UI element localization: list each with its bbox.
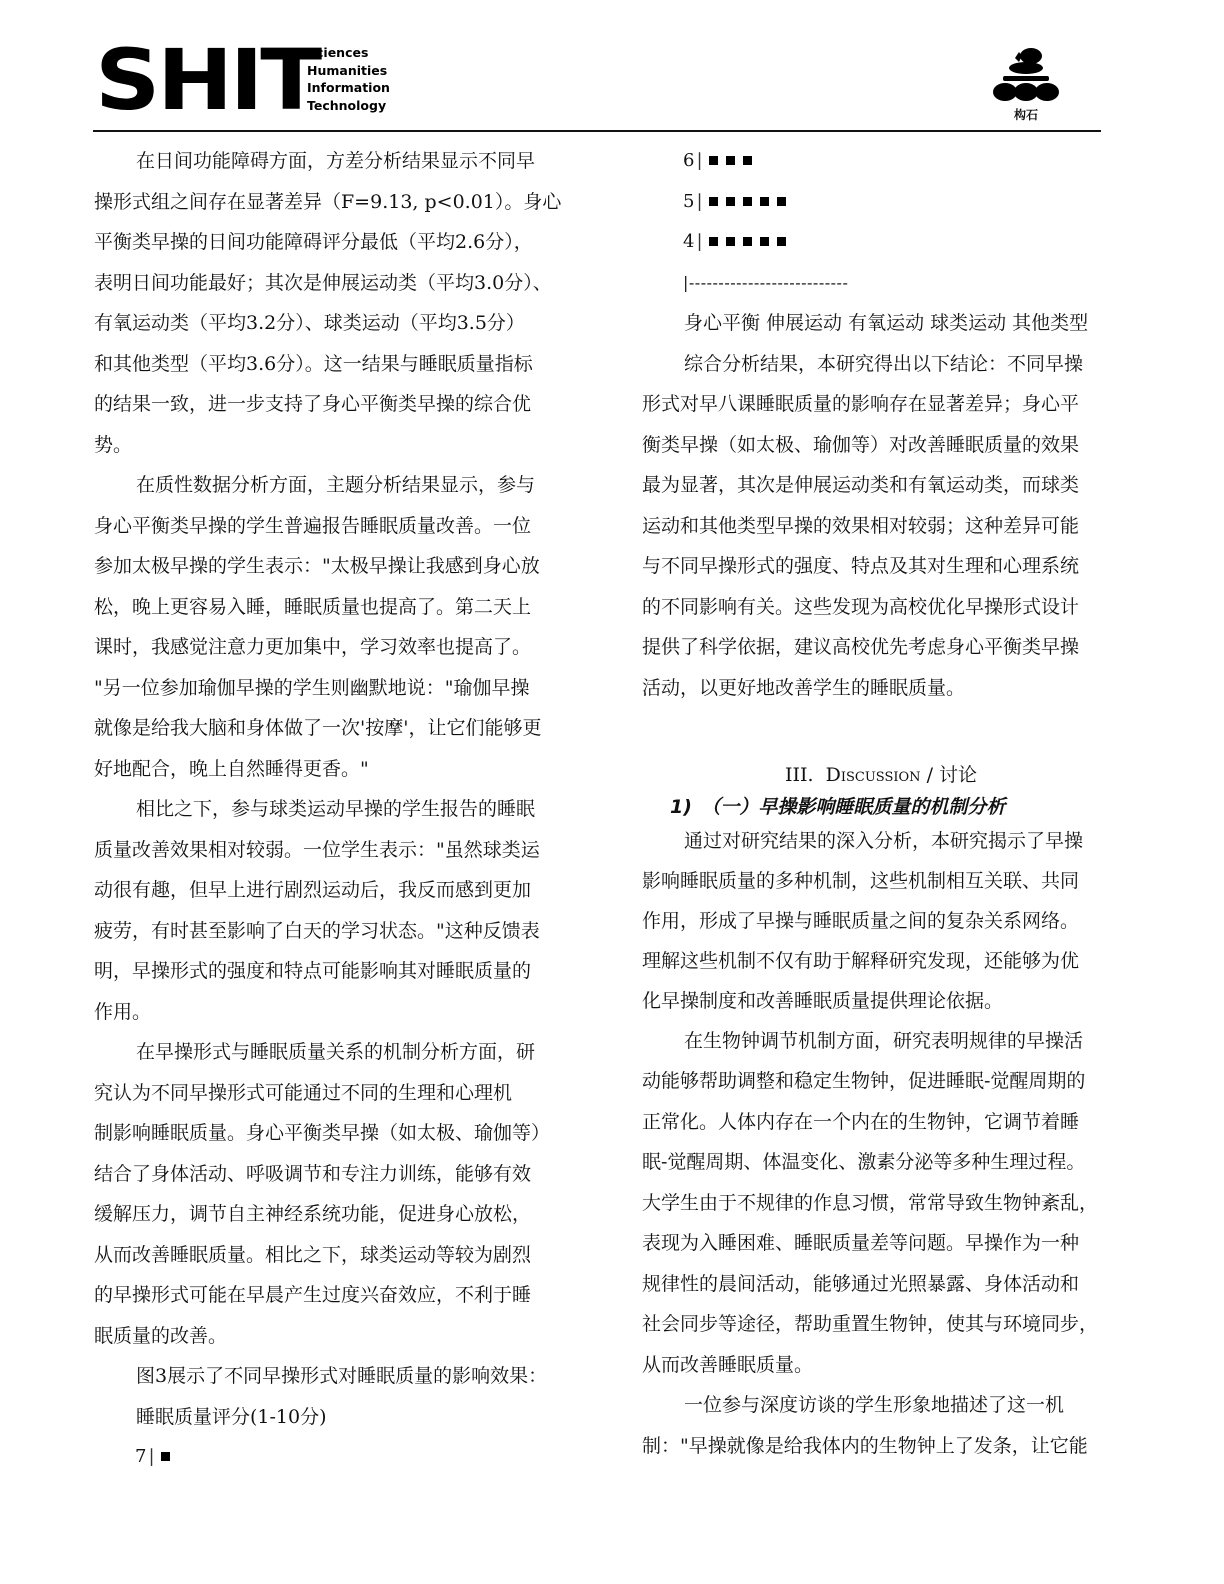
text-line: 制："早操就像是给我体内的生物钟上了发条，让它能 xyxy=(642,1434,1088,1457)
chart-x-axis: |--------------------------- xyxy=(683,272,849,292)
paragraph xyxy=(642,821,1120,1021)
text-line: 影响睡眠质量的多种机制，这些机制相互关联、共同 xyxy=(642,869,1080,892)
chart-axis-separator: | xyxy=(696,150,703,171)
chart-axis-separator: | xyxy=(696,231,703,252)
logo-word: Humanities xyxy=(307,62,388,78)
text-line: 通过对研究结果的深入分析，本研究揭示了早操 xyxy=(684,829,1084,852)
text-line: 参加太极早操的学生表示："太极早操让我感到身心放 xyxy=(94,555,540,577)
chart-marker xyxy=(161,1452,170,1461)
text-line: 表现为入睡困难、睡眠质量差等问题。早操作为一种 xyxy=(642,1232,1080,1254)
paragraph xyxy=(642,1021,1120,1386)
spacer xyxy=(642,708,1120,749)
text-line: 眠-觉醒周期、体温变化、激素分泌等多种生理过程。 xyxy=(642,1151,1086,1173)
text-line: 规律性的晨间活动，能够通过光照暴露、身体活动和 xyxy=(642,1272,1080,1295)
text-line: 的早操形式可能在早晨产生过度兴奋效应，不利于睡 xyxy=(94,1284,532,1306)
text-line: 形式对早八课睡眠质量的影响存在显著差异；身心平 xyxy=(642,393,1080,415)
text-line: 质量改善效果相对较弱。一位学生表示："虽然球类运 xyxy=(94,838,540,861)
logo-word: Sciences xyxy=(307,45,369,60)
text-line: 松，晚上更容易入睡，睡眠质量也提高了。第二天上 xyxy=(94,595,532,618)
chart-category-labels: 身心平衡 伸展运动 有氧运动 球类运动 其他类型 xyxy=(684,312,1089,334)
page-header xyxy=(93,31,1101,132)
text-line: 在生物钟调节机制方面，研究表明规律的早操活 xyxy=(684,1029,1084,1052)
text-line: 化早操制度和改善睡眠质量提供理论依据。 xyxy=(642,989,1004,1012)
text-line: 身心平衡类早操的学生普遍报告睡眠质量改善。一位 xyxy=(94,514,532,537)
section-title-suffix: / 讨论 xyxy=(920,763,978,786)
chart-marker xyxy=(709,197,718,206)
text-line: 在早操形式与睡眠质量关系的机制分析方面，研 xyxy=(136,1041,536,1063)
text-line: 与不同早操形式的强度、特点及其对生理和心理系统 xyxy=(642,555,1080,577)
chart-marker xyxy=(743,197,752,206)
journal-logo: SHIT xyxy=(95,31,319,129)
text-line: 正常化。人体内存在一个内在的生物钟，它调节着睡 xyxy=(642,1110,1080,1133)
text-line: 作用。 xyxy=(94,1000,152,1023)
section-heading xyxy=(642,757,1120,793)
text-line: 表明日间功能最好；其次是伸展运动类（平均3.0分）、 xyxy=(94,271,552,294)
text-line: 眠质量的改善。 xyxy=(94,1324,228,1347)
figure-intro: 图3展示了不同早操形式对睡眠质量的影响效果： xyxy=(136,1365,548,1387)
chart-marker xyxy=(726,197,735,206)
text-line: 理解这些机制不仅有助于解释研究发现，还能够为优 xyxy=(642,949,1080,972)
text-line: 在日间功能障碍方面，方差分析结果显示不同早 xyxy=(136,150,536,172)
logo-word: Technology xyxy=(307,97,387,113)
chart-marker xyxy=(743,156,752,165)
paragraph xyxy=(94,1032,572,1356)
text-line: 制影响睡眠质量。身心平衡类早操（如太极、瑜伽等） xyxy=(94,1122,551,1144)
chart-marker xyxy=(743,237,752,246)
chart-marker xyxy=(726,237,735,246)
text-line: 就像是给我大脑和身体做了一次'按摩'，让它们能够更 xyxy=(94,717,542,739)
text-line: 最为显著，其次是伸展运动类和有氧运动类，而球类 xyxy=(642,474,1080,496)
chart-row xyxy=(642,141,1120,182)
text-line: 疲劳，有时甚至影响了白天的学习状态。"这种反馈表 xyxy=(94,919,540,942)
text-line: 明，早操形式的强度和特点可能影响其对睡眠质量的 xyxy=(94,960,532,982)
header-rule xyxy=(93,130,1101,132)
text-line: 好地配合，晚上自然睡得更香。" xyxy=(94,757,369,780)
text-line: 有氧运动类（平均3.2分）、球类运动（平均3.5分） xyxy=(94,312,525,334)
paragraph xyxy=(94,465,572,789)
text-line: 动很有趣，但早上进行剧烈运动后，我反而感到更加 xyxy=(94,879,532,901)
text-line: 平衡类早操的日间功能障碍评分最低（平均2.6分）， xyxy=(94,231,533,253)
chart-row-label: 6 xyxy=(683,150,695,171)
text-line: 和其他类型（平均3.6分）。这一结果与睡眠质量指标 xyxy=(94,352,533,375)
text-line: 综合分析结果，本研究得出以下结论：不同早操 xyxy=(684,352,1084,375)
chart-row xyxy=(642,222,1120,263)
paragraph xyxy=(94,141,572,465)
text-line: 提供了科学依据，建议高校优先考虑身心平衡类早操 xyxy=(642,636,1080,658)
chart-marker xyxy=(777,197,786,206)
paragraph xyxy=(94,789,572,1032)
text-line: 相比之下，参与球类运动早操的学生报告的睡眠 xyxy=(136,798,536,820)
text-line: 课时，我感觉注意力更加集中，学习效率也提高了。 xyxy=(94,636,532,658)
chart-row xyxy=(642,182,1120,223)
text-line: 究认为不同早操形式可能通过不同的生理和心理机 xyxy=(94,1081,513,1104)
text-line: "另一位参加瑜伽早操的学生则幽默地说："瑜伽早操 xyxy=(94,676,530,699)
text-line: 运动和其他类型早操的效果相对较弱；这种差异可能 xyxy=(642,514,1080,537)
chart-marker xyxy=(726,156,735,165)
text-line: 势。 xyxy=(94,433,133,456)
publisher-mark xyxy=(991,46,1061,126)
text-line: 从而改善睡眠质量。 xyxy=(642,1353,814,1376)
chart-row-label: 7 xyxy=(135,1446,147,1467)
chart-marker xyxy=(709,237,718,246)
chart-row xyxy=(94,1437,572,1478)
chart-axis-separator: | xyxy=(696,190,703,212)
chart-marker xyxy=(777,237,786,246)
chart-title: 睡眠质量评分(1-10分) xyxy=(136,1405,327,1428)
journal-logo-words xyxy=(307,44,390,114)
chart-row-label: 5 xyxy=(683,190,695,212)
right-column xyxy=(642,141,1120,1466)
text-line: 活动，以更好地改善学生的睡眠质量。 xyxy=(642,676,966,699)
text-line: 的不同影响有关。这些发现为高校优化早操形式设计 xyxy=(642,595,1080,618)
logo-word: Information xyxy=(307,80,390,95)
text-line: 缓解压力，调节自主神经系统功能，促进身心放松， xyxy=(94,1203,532,1225)
text-line: 大学生由于不规律的作息习惯，常常导致生物钟紊乱， xyxy=(642,1191,1099,1214)
text-line: 作用，形成了早操与睡眠质量之间的复杂关系网络。 xyxy=(642,909,1080,932)
chart-row-label: 4 xyxy=(683,231,695,252)
text-line: 社会同步等途径，帮助重置生物钟，使其与环境同步， xyxy=(642,1313,1099,1335)
text-line: 动能够帮助调整和稳定生物钟，促进睡眠-觉醒周期的 xyxy=(642,1070,1086,1092)
chart-marker xyxy=(709,156,718,165)
text-line: 操形式组之间存在显著差异（F=9.13, p<0.01）。身心 xyxy=(94,190,562,213)
section-title: Discussion xyxy=(825,763,921,786)
left-column xyxy=(94,141,572,1478)
text-line: 在质性数据分析方面，主题分析结果显示，参与 xyxy=(136,474,536,496)
paragraph xyxy=(642,1385,1120,1466)
text-line: 一位参与深度访谈的学生形象地描述了这一机 xyxy=(684,1394,1065,1416)
subsection-heading: 1) （一）早操影响睡眠质量的机制分析 xyxy=(670,795,1006,818)
text-line: 结合了身体活动、呼吸调节和专注力训练，能够有效 xyxy=(94,1162,532,1185)
section-numeral: III. xyxy=(784,763,814,786)
stacked-stones-icon xyxy=(991,46,1061,104)
text-line: 衡类早操（如太极、瑜伽等）对改善睡眠质量的效果 xyxy=(642,433,1080,456)
text-line: 的结果一致，进一步支持了身心平衡类早操的综合优 xyxy=(94,393,532,415)
chart-axis-separator: | xyxy=(148,1446,155,1467)
chart-marker xyxy=(760,197,769,206)
text-line: 从而改善睡眠质量。相比之下，球类运动等较为剧烈 xyxy=(94,1243,532,1266)
publisher-mark-label: 构石 xyxy=(1013,108,1038,122)
paragraph xyxy=(642,344,1120,709)
chart-marker xyxy=(760,237,769,246)
